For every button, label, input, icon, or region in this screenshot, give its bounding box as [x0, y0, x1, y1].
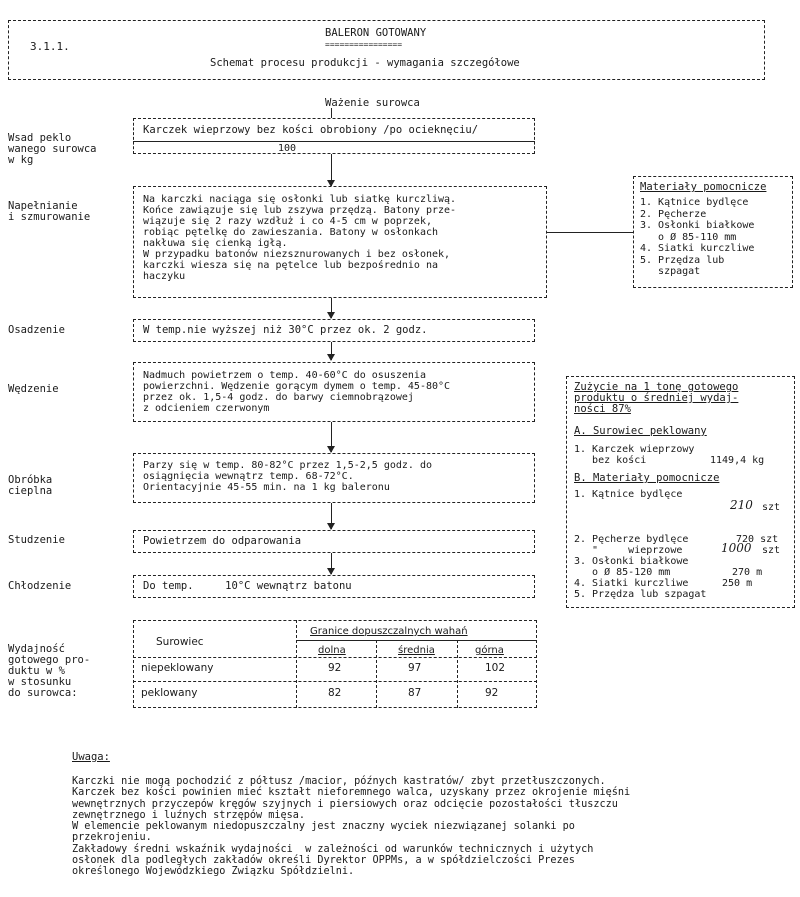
- yield-cell: 92: [485, 687, 499, 699]
- title-rule: ================: [325, 40, 403, 49]
- materials-title: Materiały pomocnicze: [640, 181, 767, 193]
- consumption-b2b-unit: szt: [762, 545, 781, 556]
- consumption-b1: 1. Kątnice bydlęce: [574, 489, 683, 500]
- yield-col-dolna: dolna: [318, 645, 346, 656]
- consumption-b3-value: 270 m: [732, 567, 763, 578]
- table-rule: [133, 657, 537, 658]
- consumption-b2b: " wieprzowe: [574, 545, 683, 556]
- consumption-b4: 4. Siatki kurczliwe: [574, 578, 689, 589]
- consumption-b2: 2. Pęcherze bydlęce: [574, 534, 689, 545]
- step-label-obrobka: Obróbka cieplna: [8, 474, 53, 497]
- step-label-wedzenie: Wędzenie: [8, 383, 59, 395]
- consumption-b1-unit: szt: [762, 502, 781, 513]
- consumption-b4-value: 250 m: [722, 578, 753, 589]
- yield-col-gorna: górna: [475, 645, 504, 656]
- connector-line: [547, 232, 633, 233]
- step-text-obrobka: Parzy się w temp. 80-82°C przez 1,5-2,5 godz. do osiągnięcia wewnątrz temp. 68-72°C. Orientacyjnie 45-55 min. na 1 kg baleronu: [143, 460, 432, 493]
- section-heading: Ważenie surowca: [325, 97, 420, 109]
- consumption-section-a: A. Surowiec peklowany: [574, 425, 707, 437]
- arrow-down-icon: [327, 312, 335, 319]
- value-rule: [133, 141, 535, 142]
- step-text-wsad: Karczek wieprzowy bez kości obrobiony /po ocieknęciu/: [143, 124, 479, 136]
- table-rule: [457, 640, 458, 708]
- consumption-b2-value: 720 szt: [736, 534, 779, 545]
- step-label-wsad: Wsad peklo wanego surowca w kg: [8, 132, 97, 166]
- yield-label: Wydajność gotowego pro- duktu w % w stosunku do surowca:: [8, 643, 91, 699]
- step-label-napelnianie: Napełnianie i szmurowanie: [8, 200, 91, 223]
- consumption-a-value: 1149,4 kg: [710, 455, 765, 466]
- yield-cell: 92: [328, 662, 342, 674]
- yield-col-srednia: średnia: [398, 645, 435, 656]
- step-text-osadzenie: W temp.nie wyższej niż 30°C przez ok. 2 godz.: [143, 324, 428, 336]
- document-title: BALERON GOTOWANY: [325, 27, 427, 39]
- notes-title: Uwaga:: [72, 751, 110, 763]
- step-text-napelnianie: Na karczki naciąga się osłonki lub siatkę kurczliwą. Końce zawiązuje się lub zszywa przędzą. Batony prze- wiązuje się 2 razy wzdłuż i co 4-5 cm w poprzek, robiąc pętelkę do zawieszania. Batony w osłonkach nakłuwa się cienką igłą. W przypadku batonów niezsznurowanych i bez osłonek, karczki wiesza się na pętelce lub bezpośrednio na haczyku: [143, 194, 457, 282]
- arrow-down-icon: [327, 568, 335, 575]
- arrow-down-icon: [327, 446, 335, 453]
- yield-group-header: Granice dopuszczalnych wahań: [310, 626, 468, 637]
- consumption-a-items: 1. Karczek wieprzowy bez kości: [574, 444, 695, 466]
- yield-cell: 102: [485, 662, 506, 674]
- table-rule: [296, 640, 537, 641]
- flow-line: [331, 108, 332, 118]
- section-number: 3.1.1.: [30, 40, 70, 53]
- consumption-b3: 3. Osłonki białkowe o Ø 85-120 mm: [574, 556, 689, 578]
- table-rule: [296, 620, 297, 708]
- consumption-b2b-value: 1000: [721, 541, 752, 555]
- consumption-section-b: B. Materiały pomocnicze: [574, 472, 720, 484]
- step-text-chlodzenie: Do temp. 10°C wewnątrz batonu: [143, 580, 352, 592]
- table-rule: [133, 681, 537, 682]
- yield-row-name: niepeklowany: [141, 662, 214, 674]
- notes-body: Karczki nie mogą pochodzić z półtusz /macior, późnych kastratów/ zbyt przetłuszczonych. Karczek bez kości powinien mieć kształt nieforemnego walca, uzyskany przez okrojenie mięśni wewnętrznych przyczepów kręgów szyjnych i piersiowych oraz odcięcie pozostałości tłuszczu zewnętrznego i luźnych strzępów mięsa. W elemencie peklowanym niedopuszczalny jest znaczny wyciek niezwiązanej solanki po przekrojeniu. Zakładowy średni wskaźnik wydajności w zależności od warunków technicznych i użytych osłonek dla podległych zakładów określi Dyrektor OPPMs, a w spółdzielczości Prezes określonego Wojewódzkiego Związku Spółdzielni.: [72, 776, 631, 878]
- yield-cell: 82: [328, 687, 342, 699]
- consumption-b1-value: 210: [730, 498, 753, 512]
- yield-row-name: peklowany: [141, 687, 198, 699]
- step-value-wsad: 100: [278, 143, 297, 154]
- step-label-osadzenie: Osadzenie: [8, 324, 65, 336]
- consumption-title: Zużycie na 1 tonę gotowego produktu o średniej wydaj- ności 87%: [574, 381, 739, 415]
- step-label-chlodzenie: Chłodzenie: [8, 580, 72, 592]
- step-label-studzenie: Studzenie: [8, 534, 65, 546]
- table-rule: [376, 640, 377, 708]
- step-text-studzenie: Powietrzem do odparowania: [143, 535, 302, 547]
- arrow-down-icon: [327, 523, 335, 530]
- document-subtitle: Schemat procesu produkcji - wymagania szczegółowe: [210, 57, 520, 69]
- yield-cell: 87: [408, 687, 422, 699]
- yield-cell: 97: [408, 662, 422, 674]
- step-text-wedzenie: Nadmuch powietrzem o temp. 40-60°C do osuszenia powierzchni. Wędzenie gorącym dymem o temp. 45-80°C przez ok. 1,5-4 godz. do barwy ciemnobrązowej z odcieniem czerwonym: [143, 370, 451, 414]
- yield-col-header: Surowiec: [156, 636, 204, 648]
- consumption-b5: 5. Przędza lub szpagat: [574, 589, 707, 600]
- materials-list: 1. Kątnice bydlęce 2. Pęcherze 3. Osłonki białkowe o Ø 85-110 mm 4. Siatki kurczliwe 5. Przędza lub szpagat: [640, 197, 755, 277]
- arrow-down-icon: [327, 354, 335, 361]
